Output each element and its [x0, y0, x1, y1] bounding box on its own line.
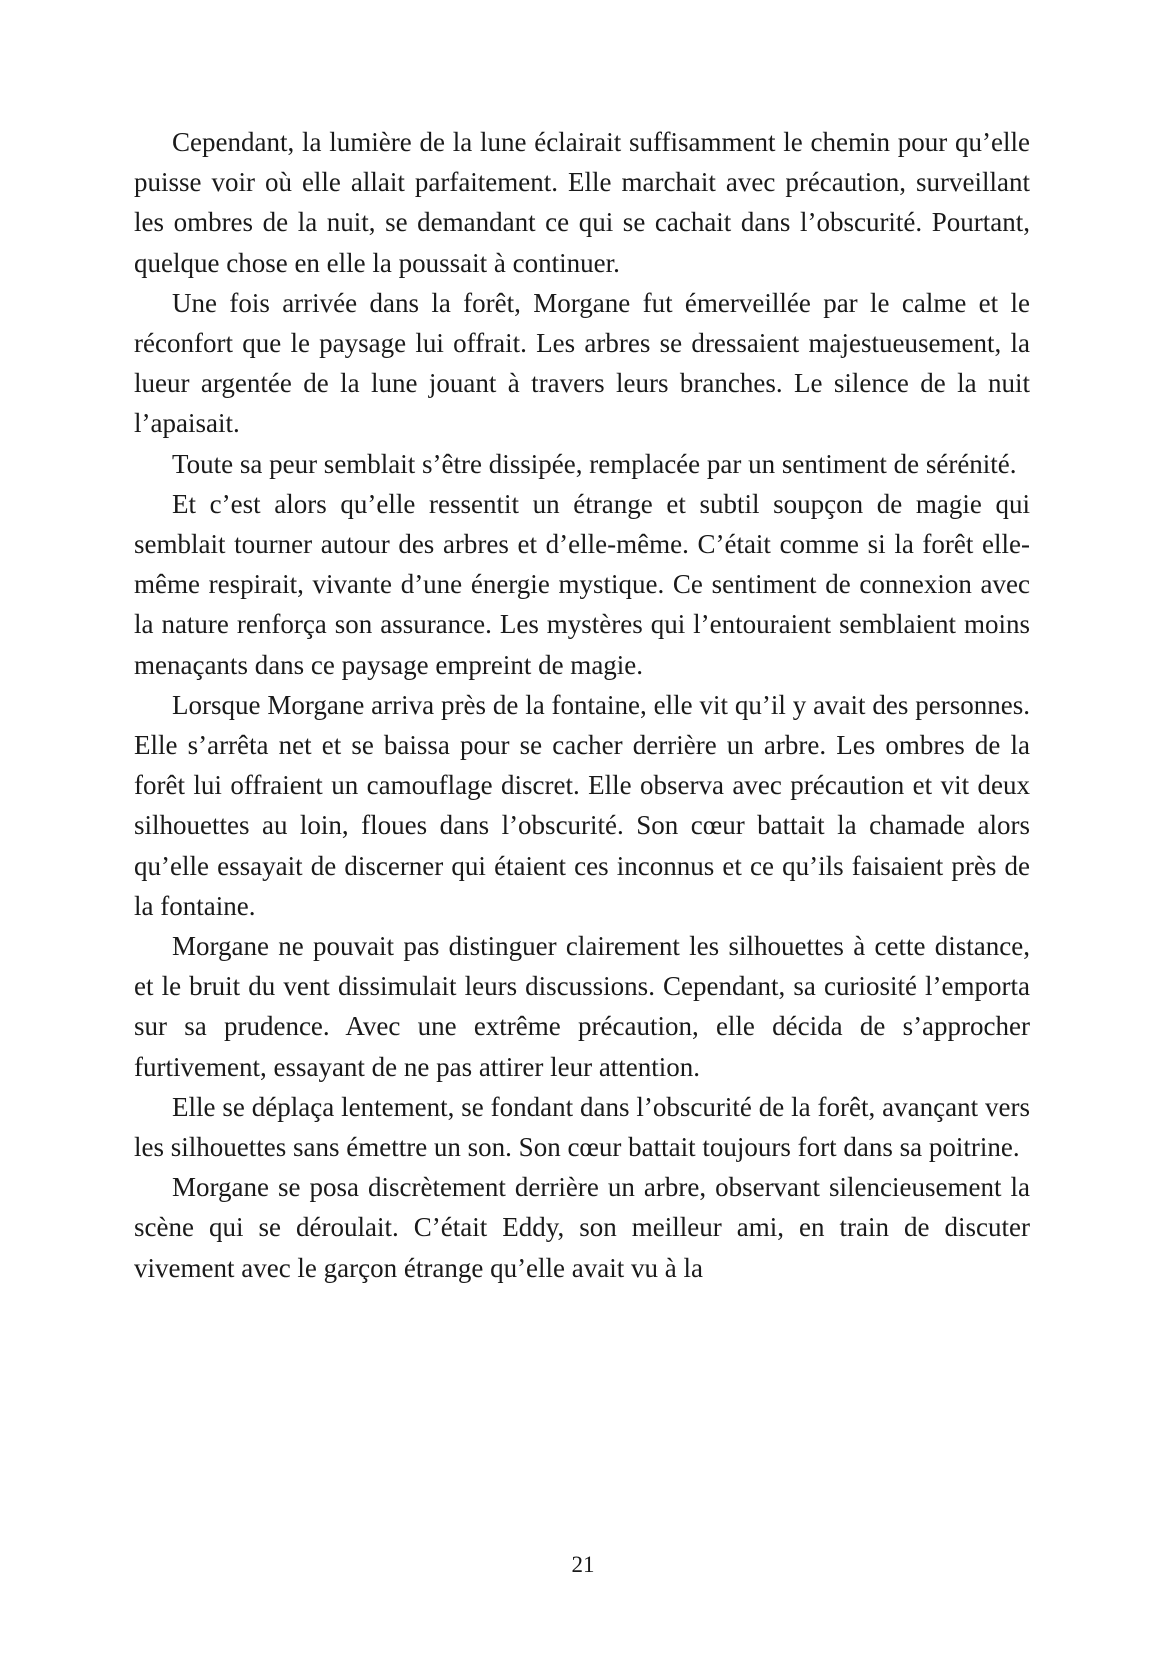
- paragraph: Cependant, la lumière de la lune éclairait suffisamment le chemin pour qu’elle puisse voir où elle allait parfaitement. Elle marchait avec précaution, surveillant les ombres de la nuit, se demandant ce qui se cachait dans l’obscurité. Pourtant, quelque chose en elle la poussait à continuer.: [134, 127, 1030, 278]
- paragraph: Et c’est alors qu’elle ressentit un étrange et subtil soupçon de magie qui semblait tourner autour des arbres et d’elle-même. C’était comme si la forêt elle-même respirait, vivante d’une énergie mystique. Ce sentiment de connexion avec la nature renforça son assurance. Les mystères qui l’entouraient semblaient moins menaçants dans ce paysage empreint de magie.: [134, 488, 1030, 680]
- paragraph: Elle se déplaça lentement, se fondant dans l’obscurité de la forêt, avançant vers les silhouettes sans émettre un son. Son cœur battait toujours fort dans sa poitrine.: [134, 1091, 1030, 1163]
- paragraph: Morgane se posa discrètement derrière un arbre, observant silencieusement la scène qui se déroulait. C’était Eddy, son meilleur ami, en train de discuter vivement avec le garçon étrange qu’elle avait vu à la: [134, 1172, 1030, 1283]
- paragraph: Une fois arrivée dans la forêt, Morgane fut émerveillée par le calme et le réconfort que le paysage lui offrait. Les arbres se dressaient majestueusement, la lueur argentée de la lune jouant à travers leurs branches. Le silence de la nuit l’apaisait.: [134, 287, 1030, 439]
- paragraph: Toute sa peur semblait s’être dissipée, remplacée par un sentiment de sérénité.: [172, 448, 1017, 479]
- page-number: 21: [571, 1552, 595, 1577]
- paragraph: Lorsque Morgane arriva près de la fontaine, elle vit qu’il y avait des personnes. Elle s’arrêta net et se baissa pour se cacher derrière un arbre. Les ombres de la forêt lui offraient un camouflage discret. Elle observa avec précaution et vit deux silhouettes au loin, floues dans l’obscurité. Son cœur battait la chamade alors qu’elle essayait de discerner qui étaient ces inconnus et ce qu’ils faisaient près de la fontaine.: [134, 689, 1030, 921]
- body-text: [134, 122, 1030, 1288]
- paragraph: Morgane ne pouvait pas distinguer clairement les silhouettes à cette distance, et le bruit du vent dissimulait leurs discussions. Cependant, sa curiosité l’emporta sur sa prudence. Avec une extrême précaution, elle décida de s’approcher furtivement, essayant de ne pas attirer leur attention.: [134, 931, 1030, 1082]
